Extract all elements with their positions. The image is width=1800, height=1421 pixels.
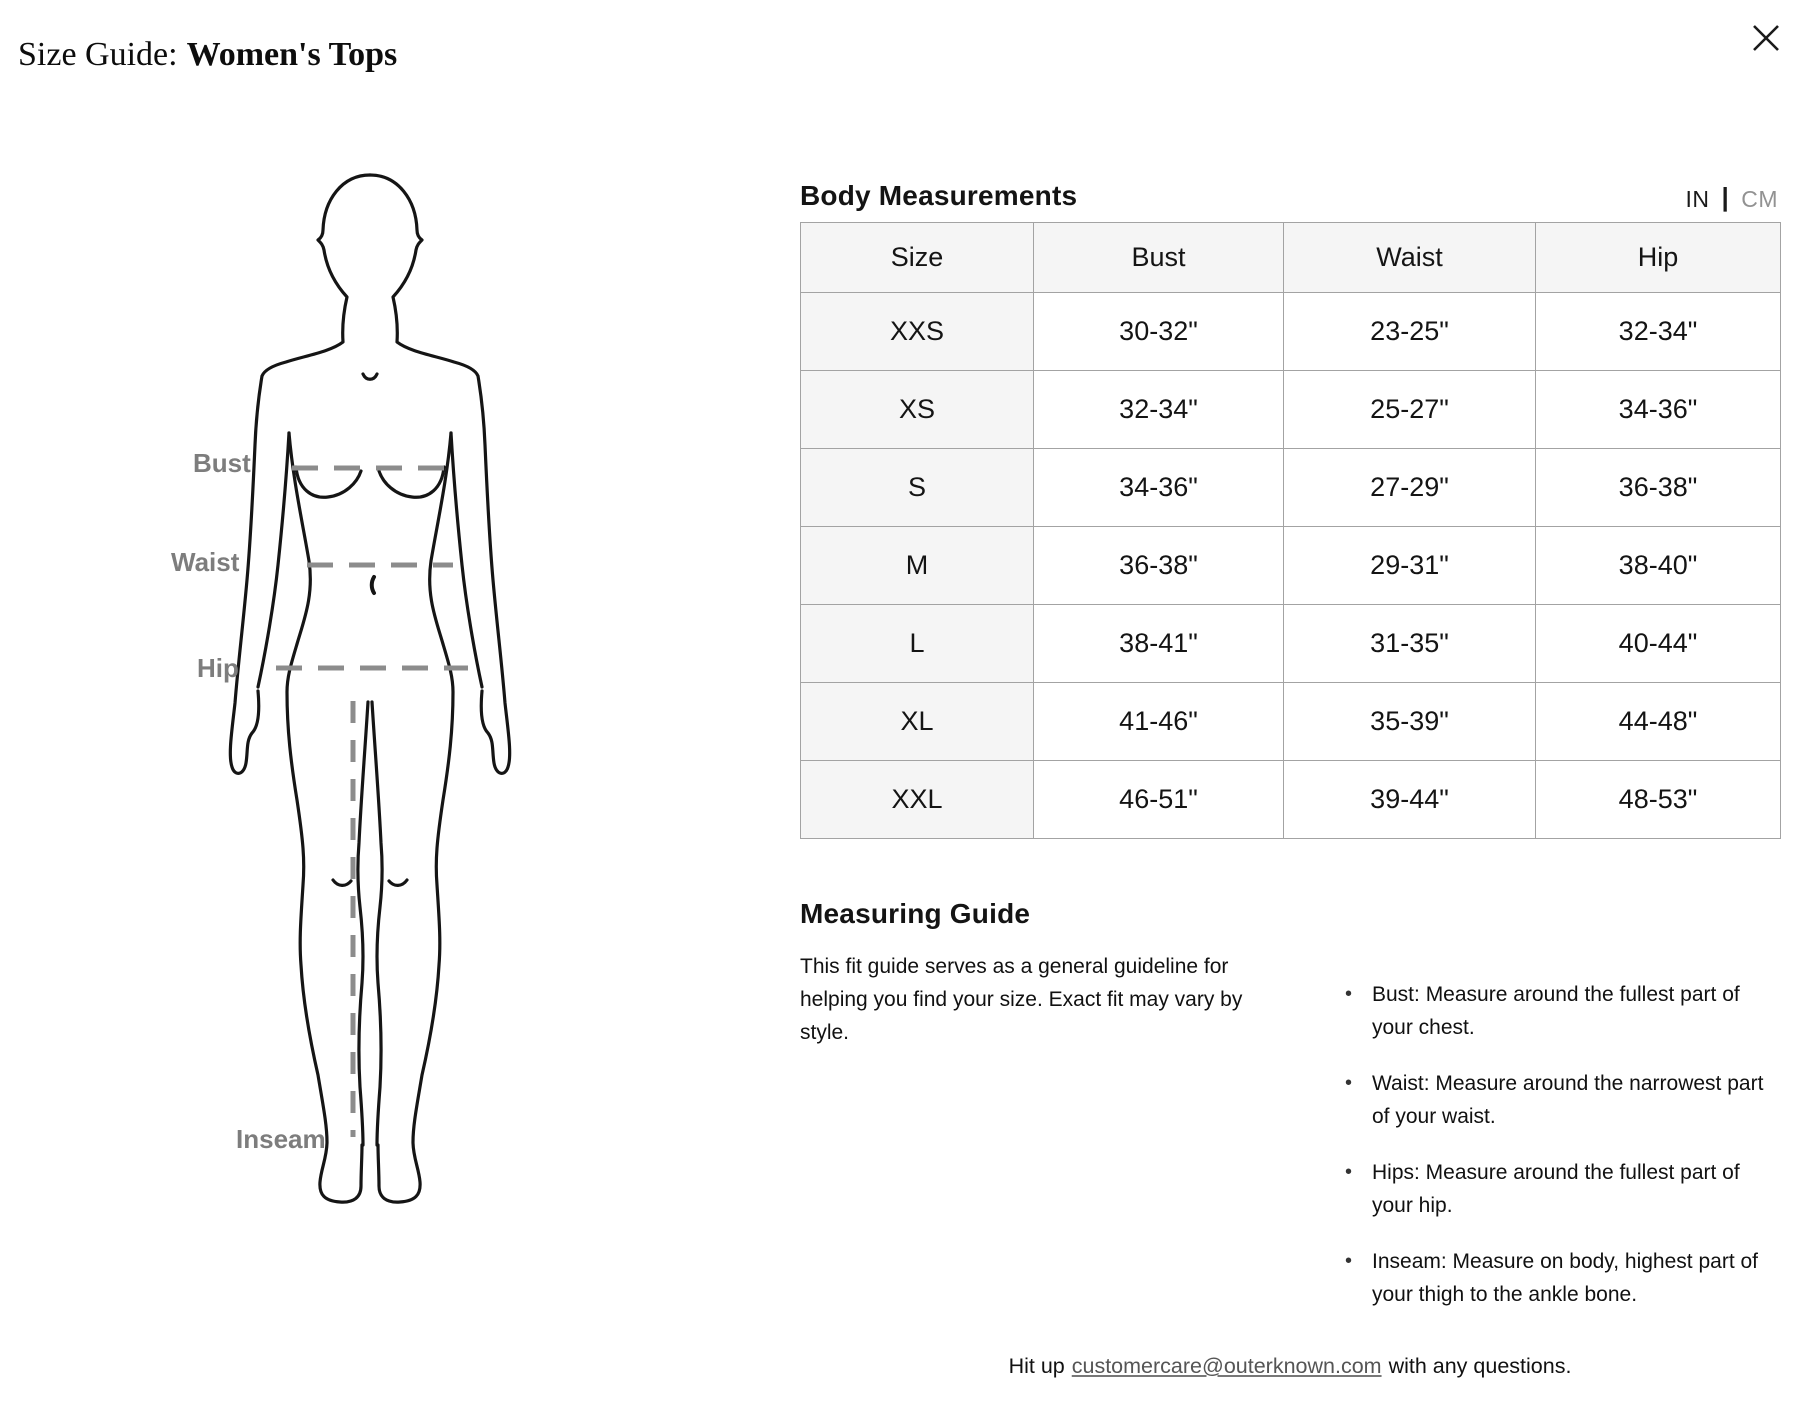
size-value: XXL — [801, 761, 1034, 839]
hip-value: 38-40" — [1536, 527, 1781, 605]
measurements-panel — [800, 0, 1780, 1421]
table-row — [801, 527, 1781, 605]
table-row — [801, 371, 1781, 449]
customer-care-email-link[interactable]: customercare@outerknown.com — [1071, 1354, 1382, 1378]
table-row — [801, 761, 1781, 839]
waist-value: 35-39" — [1284, 683, 1536, 761]
col-header-bust: Bust — [1034, 223, 1284, 293]
table-header-row — [801, 223, 1781, 293]
waist-value: 39-44" — [1284, 761, 1536, 839]
bust-value: 38-41" — [1034, 605, 1284, 683]
col-header-hip: Hip — [1536, 223, 1781, 293]
bust-value: 36-38" — [1034, 527, 1284, 605]
unit-divider: | — [1721, 182, 1730, 212]
inseam-label: Inseam — [236, 1124, 326, 1154]
footer-suffix: with any questions. — [1388, 1354, 1572, 1378]
waist-value: 31-35" — [1284, 605, 1536, 683]
col-header-size: Size — [801, 223, 1034, 293]
bullet-bust: • Bust: Measure around the fullest part of your chest. — [1338, 978, 1764, 1044]
page-title-prefix: Size Guide: — [18, 36, 178, 73]
size-chart-table — [800, 222, 1781, 839]
footer-prefix: Hit up — [1008, 1354, 1065, 1378]
unit-cm-option[interactable]: CM — [1741, 186, 1778, 212]
measuring-guide-bullets — [1338, 978, 1768, 1334]
table-row — [801, 605, 1781, 683]
size-value: L — [801, 605, 1034, 683]
hip-value: 32-34" — [1536, 293, 1781, 371]
body-measurements-heading: Body Measurements — [800, 180, 1078, 211]
size-value: XS — [801, 371, 1034, 449]
waist-value: 23-25" — [1284, 293, 1536, 371]
unit-in-option[interactable]: IN — [1685, 186, 1710, 212]
bust-value: 34-36" — [1034, 449, 1284, 527]
table-row — [801, 449, 1781, 527]
bust-label: Bust — [193, 448, 251, 478]
size-value: S — [801, 449, 1034, 527]
bust-value: 30-32" — [1034, 293, 1284, 371]
waist-label: Waist — [171, 547, 240, 577]
waist-value: 27-29" — [1284, 449, 1536, 527]
table-row — [801, 293, 1781, 371]
contact-footer — [800, 1354, 1780, 1379]
waist-value: 29-31" — [1284, 527, 1536, 605]
waist-value: 25-27" — [1284, 371, 1536, 449]
hip-value: 36-38" — [1536, 449, 1781, 527]
hip-value: 40-44" — [1536, 605, 1781, 683]
bust-value: 46-51" — [1034, 761, 1284, 839]
hip-label: Hip — [197, 653, 239, 683]
size-value: XL — [801, 683, 1034, 761]
hip-value: 48-53" — [1536, 761, 1781, 839]
page-title-category: Women's Tops — [186, 36, 398, 73]
table-row — [801, 683, 1781, 761]
measuring-guide-intro: This fit guide serves as a general guideline for helping you find your size. Exact fit may vary by style. — [800, 955, 1243, 1044]
bust-value: 32-34" — [1034, 371, 1284, 449]
bust-value: 41-46" — [1034, 683, 1284, 761]
bullet-hips: • Hips: Measure around the fullest part of your hip. — [1338, 1156, 1764, 1222]
size-value: M — [801, 527, 1034, 605]
measuring-guide-heading: Measuring Guide — [800, 898, 1031, 929]
col-header-waist: Waist — [1284, 223, 1536, 293]
bullet-inseam: • Inseam: Measure on body, highest part of your thigh to the ankle bone. — [1338, 1245, 1764, 1311]
bullet-waist: • Waist: Measure around the narrowest part of your waist. — [1338, 1067, 1764, 1133]
unit-toggle — [1685, 184, 1778, 215]
size-value: XXS — [801, 293, 1034, 371]
hip-value: 44-48" — [1536, 683, 1781, 761]
page-title — [18, 36, 397, 74]
hip-value: 34-36" — [1536, 371, 1781, 449]
